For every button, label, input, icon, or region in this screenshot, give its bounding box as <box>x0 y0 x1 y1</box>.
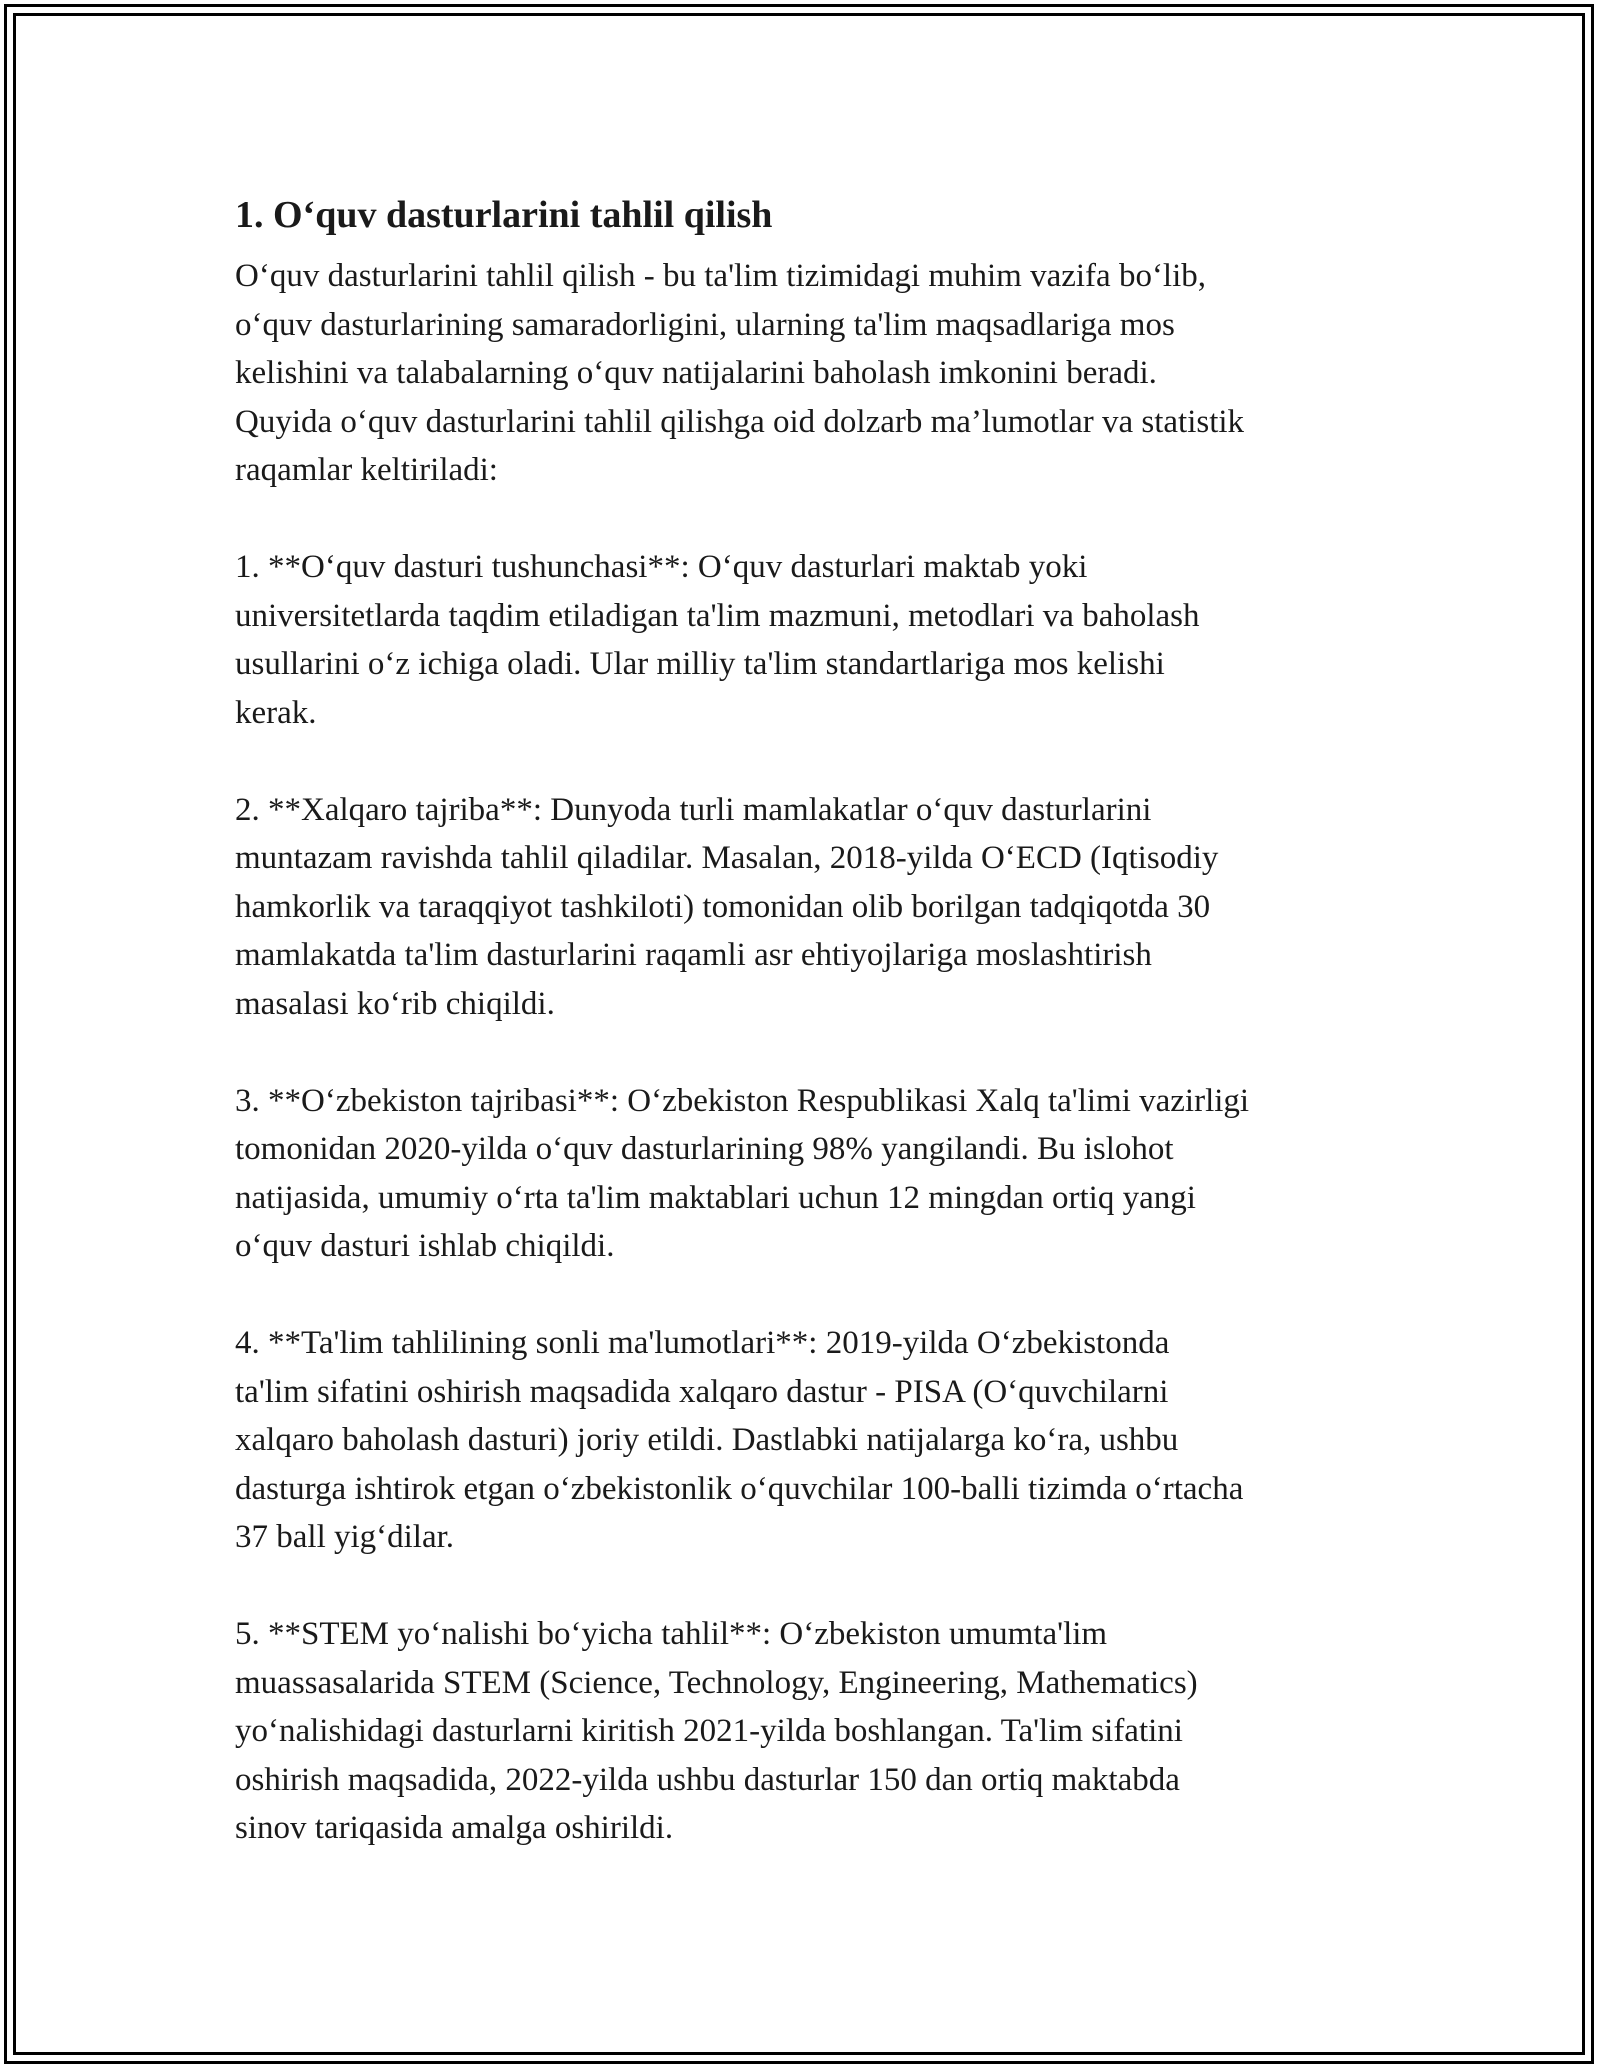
paragraph-line: hamkorlik va taraqqiyot tashkiloti) tomonidan olib borilgan tadqiqotda 30 <box>235 888 1211 925</box>
paragraph-line: masalasi ko‘rib chiqildi. <box>235 985 555 1022</box>
section-heading: 1. O‘quv dasturlarini tahlil qilish <box>235 194 773 236</box>
paragraph-line: muassasalarida STEM (Science, Technology, Engineering, Mathematics) <box>235 1664 1198 1701</box>
point-4-paragraph <box>235 1319 1365 1562</box>
paragraph-line: O‘quv dasturlarini tahlil qilish - bu ta'lim tizimidagi muhim vazifa bo‘lib, <box>235 258 1207 294</box>
paragraph-line: 37 ball yig‘dilar. <box>235 1519 455 1555</box>
paragraph-line: kerak. <box>235 694 317 731</box>
paragraph-line: 3. **O‘zbekiston tajribasi**: O‘zbekiston Respublikasi Xalq ta'limi vazirligi <box>235 1082 1250 1119</box>
paragraph-line: ta'lim sifatini oshirish maqsadida xalqaro dastur - PISA (O‘quvchilarni <box>235 1373 1169 1410</box>
paragraph-line: dasturga ishtirok etgan o‘zbekistonlik o‘quvchilar 100-balli tizimda o‘rtacha <box>235 1470 1244 1507</box>
paragraph-line: sinov tariqasida amalga oshirildi. <box>235 1810 674 1846</box>
paragraph-line: o‘quv dasturi ishlab chiqildi. <box>235 1228 615 1264</box>
paragraph-line: 5. **STEM yo‘nalishi bo‘yicha tahlil**: O‘zbekiston umumta'lim <box>235 1616 1108 1652</box>
intro-paragraph <box>235 252 1365 495</box>
paragraph-line: 1. **O‘quv dasturi tushunchasi**: O‘quv dasturlari maktab yoki <box>235 549 1088 585</box>
point-1-paragraph <box>235 543 1365 737</box>
point-2-paragraph <box>235 786 1365 1029</box>
point-3-paragraph <box>235 1077 1365 1271</box>
paragraph-line: universitetlarda taqdim etiladigan ta'lim mazmuni, metodlari va baholash <box>235 597 1200 634</box>
document-body <box>235 184 1365 1901</box>
paragraph-line: raqamlar keltiriladi: <box>235 452 498 488</box>
paragraph-line: 2. **Xalqaro tajriba**: Dunyoda turli mamlakatlar o‘quv dasturlarini <box>235 791 1152 828</box>
paragraph-line: mamlakatda ta'lim dasturlarini raqamli asr ehtiyojlariga moslashtirish <box>235 937 1152 973</box>
paragraph-line: kelishini va talabalarning o‘quv natijalarini baholash imkonini beradi. <box>235 355 1157 391</box>
paragraph-line: usullarini o‘z ichiga oladi. Ular milliy ta'lim standartlariga mos kelishi <box>235 646 1165 682</box>
paragraph-line: 4. **Ta'lim tahlilining sonli ma'lumotlari**: 2019-yilda O‘zbekistonda <box>235 1325 1170 1361</box>
paragraph-line: Quyida o‘quv dasturlarini tahlil qilishga oid dolzarb ma’lumotlar va statistik <box>235 403 1245 440</box>
point-5-paragraph <box>235 1610 1365 1853</box>
paragraph-line: oshirish maqsadida, 2022-yilda ushbu dasturlar 150 dan ortiq maktabda <box>235 1761 1180 1798</box>
paragraph-line: yo‘nalishidagi dasturlarni kiritish 2021-yilda boshlangan. Ta'lim sifatini <box>235 1713 1183 1749</box>
paragraph-line: muntazam ravishda tahlil qiladilar. Masalan, 2018-yilda O‘ECD (Iqtisodiy <box>235 840 1219 876</box>
paragraph-line: natijasida, umumiy o‘rta ta'lim maktablari uchun 12 mingdan ortiq yangi <box>235 1179 1196 1216</box>
paragraph-line: o‘quv dasturlarining samaradorligini, ularning ta'lim maqsadlariga mos <box>235 306 1175 343</box>
paragraph-line: tomonidan 2020-yilda o‘quv dasturlarining 98% yangilandi. Bu islohot <box>235 1131 1174 1167</box>
paragraph-line: xalqaro baholash dasturi) joriy etildi. Dastlabki natijalarga ko‘ra, ushbu <box>235 1422 1179 1458</box>
